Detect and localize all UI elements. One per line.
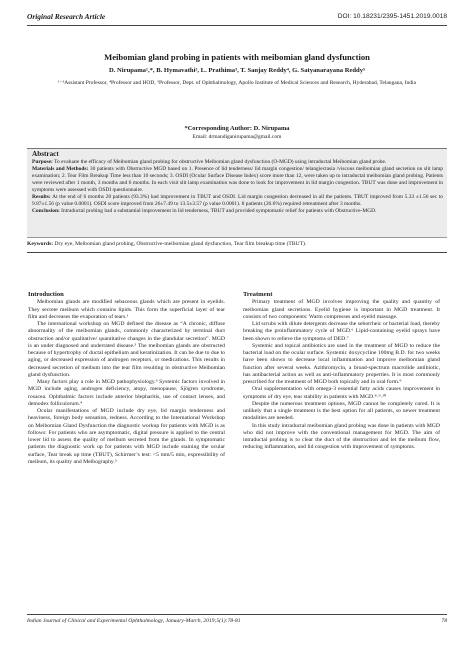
abstract-methods bbox=[32, 166, 443, 194]
abstract-conclusion bbox=[32, 208, 443, 215]
keywords-label: Keywords: bbox=[27, 241, 54, 247]
doi-label: DOI: 10.18231/2395-1451.2019.0018 bbox=[337, 12, 447, 20]
abstract-results bbox=[32, 194, 443, 208]
treatment-paragraph: Oral supplementation with omega-3 essential fatty acids causes improvement in symptoms of dry eye, tear stability in patients with MGD.⁸˒⁹˒¹⁰ bbox=[243, 386, 440, 400]
keywords bbox=[27, 241, 447, 247]
abstract-results-label: Results: bbox=[32, 194, 51, 201]
treatment-paragraph: Despite the numerous treatment options, MGD cannot be completely cured. It is unlikely that a single treatment is the best option for all patients, so newer treatment modalities are needed. bbox=[243, 400, 440, 422]
page-number: 78 bbox=[441, 618, 447, 624]
article-type-label: Original Research Article bbox=[27, 11, 106, 21]
author-list: D. Nirupama¹,*, B. Hymavathi², L. Prathima³, T. Sanjay Reddy⁴, G. Satyanarayana Reddy⁵ bbox=[108, 67, 365, 74]
running-footer bbox=[27, 618, 447, 624]
journal-citation: Indian Journal of Clinical and Experimental Ophthalmology, January-March, 2019;5(1):78-81 bbox=[27, 618, 241, 624]
treatment-paragraph: Primary treatment of MGD involves improving the quality and quantity of meibomian gland secretions. Eyelid hygiene is important in MGD treatment. It consists of two components: Warm compresses and eyelid massage. bbox=[243, 299, 440, 320]
abstract-methods-label: Materials and Methods: bbox=[32, 166, 89, 173]
abstract-purpose-text: To evaluate the efficacy of Meibomian gland probing for obstructive Meibomian gland dysfunction (O-MGD) using intraductal Meibomian gland probe. bbox=[54, 159, 387, 165]
keywords-text: Dry eye, Meibomian gland probing, Obstructive-meibomian gland dysfunction, Tear film breakup time (TBUT). bbox=[54, 241, 307, 247]
abstract-conclusion-text: Intraductal probing had a substantial improvement in lid tenderness, TBUT and provided symptomatic relief for patients with Obstructive-MGD. bbox=[61, 208, 377, 215]
abstract-results-text: At the end of 6 months 28 patients (93.3%) had improvement in TBUT and OSDI. Lid margin congestion decreased in all the patients. TBUT improved from 5.33 ±1.56 sec to 9.87±1.56 (p value 0.0001). OSDI score improved from 26±7.49 to 13.5±3.57 (p value 0.0001). 8 patients (26.6%) required retreatment after 3 months. bbox=[32, 194, 444, 208]
intro-paragraph: Ocular manifestations of MGD include dry eye, lid margin tenderness and heaviness, foreign body sensation, redness. According to the International Workshop on Meibomian Gland Dysfunction the diagnostic workup for patients with MGD is as follows: For patients who are asymptomatic, digital pressure is applied to the central lower lid to assess the quality of meibum secreted from the glands. In symptomatic patients the diagnostic work up for patients with MGD include staining the ocular surface, Tear break up time (TBUT), Schirmer’s test: <5 mm/5 min, expressibility of meibum, its quality and Meibography.⁵ bbox=[28, 408, 225, 465]
intro-heading: Introduction bbox=[28, 291, 64, 298]
treatment-paragraph: In this study intraductal meibomian gland probing was done in patients with MGD who did not improve with the conventional management for MGD. The aim of intraductal probing is to clear the duct of the obstruction and let the meibum flow, reducing inflammation, and lid congestion with improvement of symptoms. bbox=[243, 422, 440, 451]
abstract-purpose-label: Purpose: bbox=[32, 159, 53, 165]
article-title: Meibomian gland probing in patients with meibomian gland dysfunction bbox=[104, 52, 370, 62]
intro-paragraph: Many factors play a role in MGD pathophysiology.³ Systemic factors involved in MGD include aging, androgen deficiency, atopy, menopause, Sjögren syndrome, rosacea. Ophthalmic factors include anterior blepharitis, use of contact lenses, and demodex folliculorum.⁴ bbox=[28, 379, 225, 407]
abstract-conclusion-label: Conclusion: bbox=[32, 208, 60, 215]
corresponding-email[interactable]: Email: drmandiganirupama@gmail.com bbox=[192, 134, 282, 140]
intro-paragraph: The international workshop on MGD defined the disease as “A chronic, diffuse abnormality of the meibomian glands, commonly characterized by terminal duct obstruction and/or qualitative/ quantitative changes in the glandular secretion”. MGD is an under diagnosed and underrated disease.² The meibomian glands are obstructed because of hypertrophy of ductal epithelium and keratinization. It can be due to due to aging, or decreased expression of androgen receptors, or medications. This results in decreased secretion of meibum into the tear film resulting in obstructive Meibomian gland dysfunction. bbox=[28, 321, 225, 378]
treatment-paragraph: Systemic and topical antibiotics are used in the treatment of MGD to reduce the bacterial load on the ocular surface. Systemic doxycycline 100mg B.D. for two weeks have been shown to decrease local inflammation and improve meibomian gland function after several weeks. Azithromycin, a broad-spectrum macrolide antibiotic, has antibacterial action as well as anti-inflammatory properties. It is most commonly prescribed for the treatment of MGD both topically and in oral form.⁹ bbox=[243, 342, 440, 385]
abstract-methods-text: 30 patients with Obstructive MGD based on 1. Presence of lid tenderness/ lid margin congestion/ telangiectasia /viscous meibomian gland secretion on slit lamp examination; 2. Tear Film Breakup Time less than 10 seconds; 3. OSDI (Ocular Surface Disease Index) score more than 12, were taken up to intraductal meibomian gland probing. Patients were reviewed after 1 month, 3 months and 6 months. In each visit slit lamp examination was done to look for improvement in lid margin congestion. TBUT was done and improvement in symptoms were assessed with OSDI questionnaire. bbox=[32, 166, 443, 194]
header-rule bbox=[27, 25, 447, 26]
keywords-rule bbox=[27, 252, 447, 253]
footer-rule bbox=[27, 614, 447, 615]
abstract-purpose bbox=[32, 159, 443, 166]
abstract-body bbox=[32, 159, 443, 215]
author-affiliation: ¹⁻³Assistant Professor, ⁴Professor and HOD, ⁵Professor, Dept. of Ophthalmology, Apollo Institute of Medical Sciences and Research, Hyderabad, Telangana, India bbox=[58, 80, 416, 86]
intro-paragraph: Meibomian glands are modified sebaceous glands which are present in eyelids. They secrete meibum which contains lipids. This form the superficial layer of tear film and decreases the evaporation of tears.¹ bbox=[28, 299, 225, 320]
treatment-heading: Treatment bbox=[243, 291, 273, 298]
treatment-paragraph: Lid scrubs with dilute detergents decrease the seborrheic or bacterial load, thereby breaking the proinflammatory cycle of MGD.⁶ Lipid-containing eyelid sprays have been shown to relieve the symptoms of DED.⁷ bbox=[243, 321, 440, 342]
abstract-heading: Abstract bbox=[32, 150, 59, 158]
running-header bbox=[27, 9, 447, 23]
right-column bbox=[243, 291, 440, 452]
left-column bbox=[28, 291, 225, 466]
corresponding-author: *Corresponding Author: D. Nirupama bbox=[184, 125, 290, 132]
